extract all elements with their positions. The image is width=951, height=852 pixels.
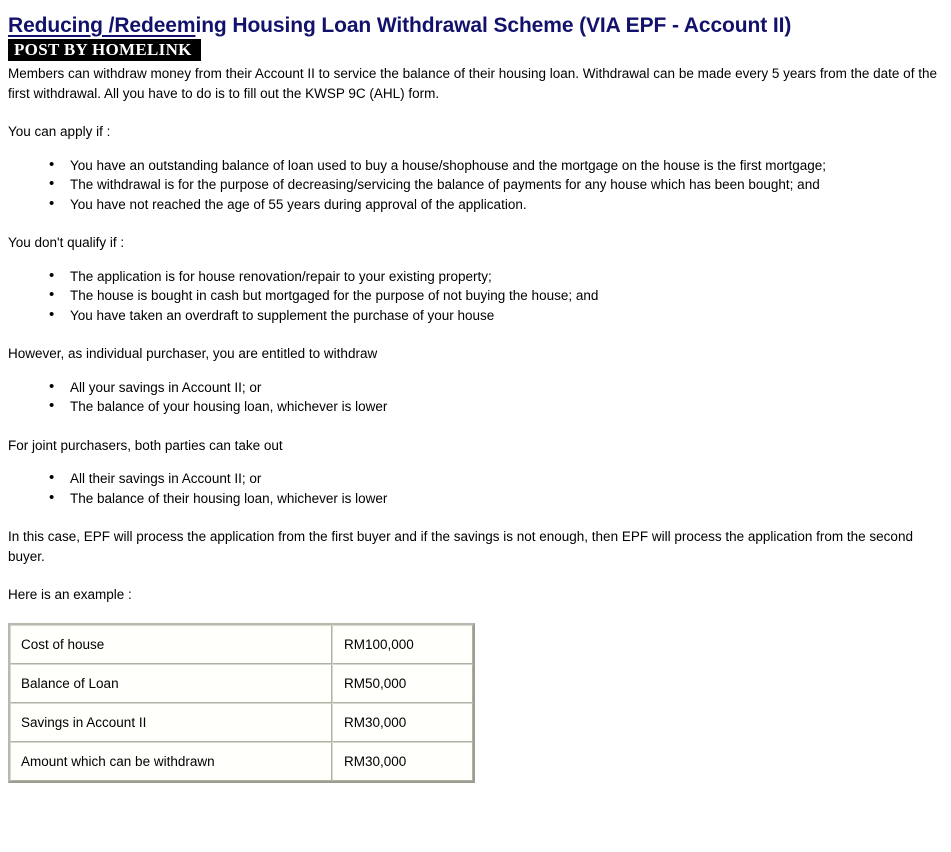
list-item: • The balance of your housing loan, whichever is lower	[49, 397, 941, 417]
section-heading-joint-purchasers: For joint purchasers, both parties can take out	[8, 437, 283, 453]
list-disqualify-conditions	[8, 267, 941, 326]
list-item: • The house is bought in cash but mortgaged for the purpose of not buying the house; and	[49, 286, 941, 306]
closing-paragraph: In this case, EPF will process the application from the first buyer and if the savings is not enough, then EPF will process the application from the second buyer.	[8, 529, 913, 564]
section-heading-individual-purchaser: However, as individual purchaser, you are entitled to withdraw	[8, 346, 378, 361]
table-cell-label: Savings in Account II	[10, 703, 332, 742]
section-heading-apply: You can apply if :	[8, 124, 111, 139]
intro-paragraph: Members can withdraw money from their Account II to service the balance of their housing loan. Withdrawal can be made every 5 years from the date of the first withdrawal. All you have to do is to fill out the KWSP 9C (AHL) form.	[8, 66, 937, 101]
page-title	[0, 0, 951, 38]
table-cell-label: Cost of house	[10, 625, 332, 664]
table-cell-label: Amount which can be withdrawn	[10, 742, 332, 781]
table-cell-label: Balance of Loan	[10, 664, 332, 703]
table-row	[10, 703, 473, 742]
table-cell-value: RM30,000	[332, 742, 473, 781]
list-item: • The balance of their housing loan, whichever is lower	[49, 489, 941, 509]
table-row	[10, 742, 473, 781]
table-cell-value: RM50,000	[332, 664, 473, 703]
page-title-remainder: ing Housing Loan Withdrawal Scheme (VIA EPF - Account II)	[195, 14, 792, 37]
post-by-banner: POST BY HOMELINK	[8, 39, 201, 61]
example-calculation-table	[8, 623, 475, 783]
page-title-underlined-segment: Reducing /Redeem	[8, 14, 196, 37]
list-item: • You have taken an overdraft to supplement the purchase of your house	[49, 306, 941, 326]
list-item: • You have not reached the age of 55 years during approval of the application.	[49, 195, 941, 215]
table-row	[10, 625, 473, 664]
list-item: • You have an outstanding balance of loan used to buy a house/shophouse and the mortgage on the house is the first mortgage;	[49, 156, 941, 176]
list-apply-conditions	[8, 156, 941, 215]
section-heading-disqualify: You don't qualify if :	[8, 235, 125, 250]
table-cell-value: RM30,000	[332, 703, 473, 742]
list-item: • All their savings in Account II; or	[49, 469, 941, 489]
list-item: • The application is for house renovation/repair to your existing property;	[49, 267, 941, 287]
example-lead-paragraph: Here is an example :	[8, 587, 132, 602]
document-body	[0, 64, 951, 605]
table-row	[10, 664, 473, 703]
list-item: • The withdrawal is for the purpose of decreasing/servicing the balance of payments for any house which has been bought; and	[49, 175, 941, 195]
list-individual-purchaser-entitlements	[8, 378, 941, 417]
list-item: • All your savings in Account II; or	[49, 378, 941, 398]
list-joint-purchaser-entitlements	[8, 469, 941, 508]
table-cell-value: RM100,000	[332, 625, 473, 664]
